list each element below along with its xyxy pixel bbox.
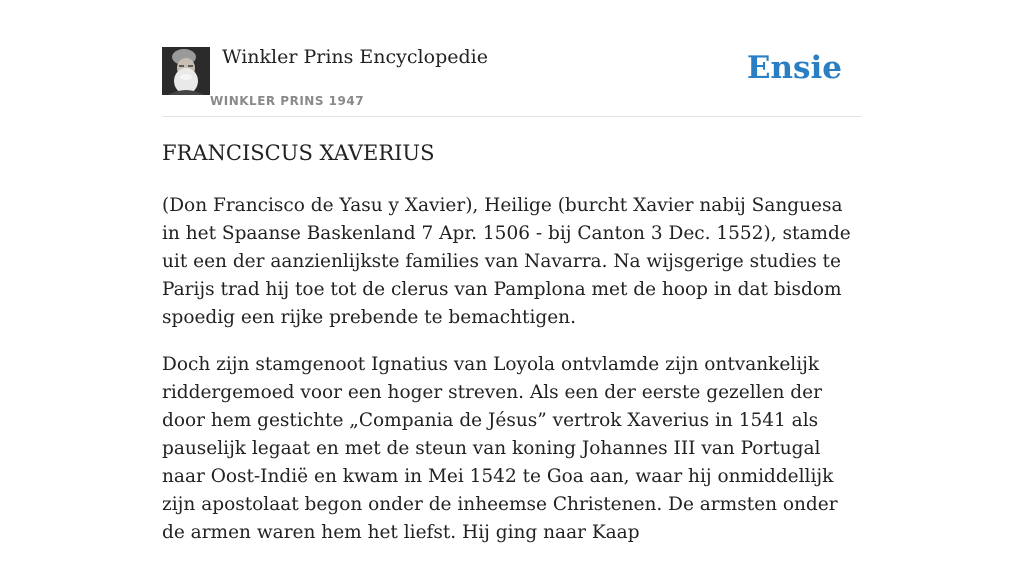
article-body: [162, 192, 862, 566]
bearded-man-portrait-icon: [162, 47, 210, 95]
source-subtitle[interactable]: WINKLER PRINS 1947: [210, 94, 365, 108]
avatar[interactable]: [162, 47, 210, 95]
brand-logo[interactable]: Ensie: [746, 50, 842, 86]
article-title: FRANCISCUS XAVERIUS: [162, 141, 435, 165]
site-title[interactable]: Winkler Prins Encyclopedie: [222, 46, 488, 68]
article-paragraph: (Don Francisco de Yasu y Xavier), Heilige (burcht Xavier nabij Sanguesa in het Spaanse Baskenland 7 Apr. 1506 - bij Canton 3 Dec. 1552), stamde uit een der aanzienlijkste families van Navarra. Na wijsgerige studies te Parijs trad hij toe tot de clerus van Pamplona met de hoop in dat bisdom spoedig een rijke prebende te bemachtigen.: [162, 195, 851, 328]
site-header: [162, 0, 862, 117]
article-paragraph: Doch zijn stamgenoot Ignatius van Loyola ontvlamde zijn ontvankelijk riddergemoed voor een hoger streven. Als een der eerste gezellen der door hem gestichte „Compania de Jésus” vertrok Xaverius in 1541 als pauselijk legaat en met de steun van koning Johannes III van Portugal naar Oost-Indië en kwam in Mei 1542 te Goa aan, waar hij onmiddellijk zijn apostolaat begon onder de inheemse Christenen. De armsten onder de armen waren hem het liefst. Hij ging naar Kaap: [162, 354, 838, 543]
